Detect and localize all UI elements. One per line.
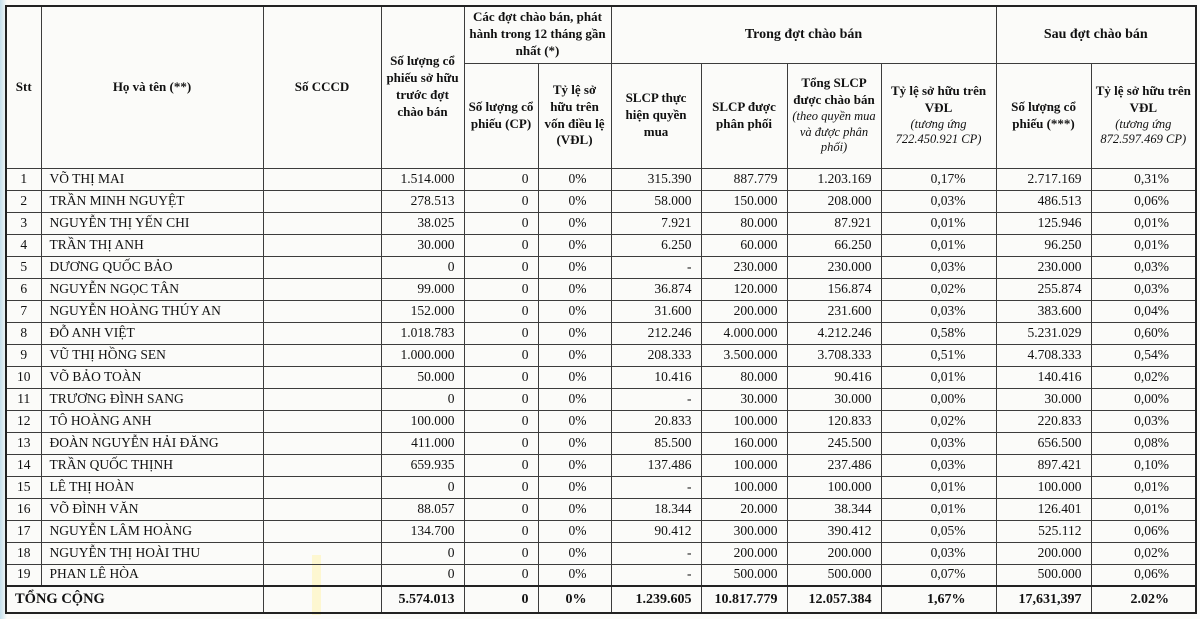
cell-shares-before: 1.000.000	[381, 344, 464, 366]
total-slcp-offered: 12.057.384	[787, 586, 881, 613]
header-group-after-offering: Sau đợt chào bán	[996, 6, 1196, 63]
cell-cccd	[263, 564, 381, 586]
cell-name: TRƯƠNG ĐÌNH SANG	[41, 388, 263, 410]
cell-recent-shares: 0	[464, 256, 538, 278]
cell-recent-ratio: 0%	[538, 388, 611, 410]
cell-name: ĐOÀN NGUYỄN HẢI ĐĂNG	[41, 432, 263, 454]
cell-recent-ratio: 0%	[538, 190, 611, 212]
header-slcp-rights: SLCP thực hiện quyền mua	[611, 63, 701, 168]
cell-after-ratio: 0,54%	[1091, 344, 1196, 366]
cell-recent-ratio: 0%	[538, 344, 611, 366]
cell-cccd	[263, 234, 381, 256]
cell-shares-before: 411.000	[381, 432, 464, 454]
table-row	[6, 190, 1196, 212]
cell-cccd	[263, 344, 381, 366]
table-row	[6, 278, 1196, 300]
cell-after-shares: 30.000	[996, 388, 1091, 410]
cell-recent-ratio: 0%	[538, 542, 611, 564]
cell-name: PHAN LÊ HÒA	[41, 564, 263, 586]
cell-recent-shares: 0	[464, 278, 538, 300]
cell-name: LÊ THỊ HOÀN	[41, 476, 263, 498]
cell-name: NGUYỄN NGỌC TÂN	[41, 278, 263, 300]
cell-cccd	[263, 212, 381, 234]
table-row	[6, 322, 1196, 344]
cell-total-slcp: 200.000	[787, 542, 881, 564]
table-row	[6, 454, 1196, 476]
cell-slcp-distributed: 500.000	[701, 564, 787, 586]
header-shares-before: Số lượng cổ phiếu sở hữu trước đợt chào bán	[381, 6, 464, 168]
cell-slcp-distributed: 200.000	[701, 542, 787, 564]
cell-stt: 12	[6, 410, 41, 432]
cell-slcp-rights: 10.416	[611, 366, 701, 388]
header-after-shares: Số lượng cổ phiếu (***)	[996, 63, 1091, 168]
cell-shares-before: 0	[381, 256, 464, 278]
cell-recent-ratio: 0%	[538, 234, 611, 256]
cell-total-slcp: 1.203.169	[787, 168, 881, 190]
cell-during-ratio: 0,07%	[881, 564, 996, 586]
cell-slcp-rights: 137.486	[611, 454, 701, 476]
cell-shares-before: 50.000	[381, 366, 464, 388]
cell-after-shares: 230.000	[996, 256, 1091, 278]
table-row	[6, 498, 1196, 520]
cell-recent-ratio: 0%	[538, 564, 611, 586]
total-slcp-rights: 1.239.605	[611, 586, 701, 613]
header-after-ratio-note: (tương ứng 872.597.469 CP)	[1100, 116, 1187, 147]
cell-cccd	[263, 498, 381, 520]
cell-total-slcp: 90.416	[787, 366, 881, 388]
cell-after-ratio: 0,10%	[1091, 454, 1196, 476]
cell-cccd	[263, 322, 381, 344]
cell-total-slcp: 120.833	[787, 410, 881, 432]
table-row	[6, 234, 1196, 256]
cell-recent-shares: 0	[464, 344, 538, 366]
table-row	[6, 256, 1196, 278]
cell-cccd	[263, 256, 381, 278]
cell-slcp-rights: -	[611, 542, 701, 564]
cell-name: VÕ BẢO TOÀN	[41, 366, 263, 388]
header-group-during-offering: Trong đợt chào bán	[611, 6, 996, 63]
cell-cccd	[263, 300, 381, 322]
header-stt: Stt	[6, 6, 41, 168]
cell-recent-shares: 0	[464, 498, 538, 520]
cell-shares-before: 0	[381, 564, 464, 586]
cell-total-slcp: 100.000	[787, 476, 881, 498]
cell-after-shares: 200.000	[996, 542, 1091, 564]
table-body	[6, 168, 1196, 586]
cell-stt: 18	[6, 542, 41, 564]
cell-recent-shares: 0	[464, 322, 538, 344]
cell-after-ratio: 0,60%	[1091, 322, 1196, 344]
cell-recent-shares: 0	[464, 476, 538, 498]
cell-after-shares: 140.416	[996, 366, 1091, 388]
total-label: TỔNG CỘNG	[6, 586, 263, 613]
cell-slcp-rights: 208.333	[611, 344, 701, 366]
cell-shares-before: 88.057	[381, 498, 464, 520]
cell-slcp-distributed: 230.000	[701, 256, 787, 278]
cell-after-shares: 2.717.169	[996, 168, 1091, 190]
cell-recent-shares: 0	[464, 366, 538, 388]
cell-name: NGUYỄN HOÀNG THÚY AN	[41, 300, 263, 322]
cell-recent-shares: 0	[464, 542, 538, 564]
total-during-ratio: 1,67%	[881, 586, 996, 613]
total-shares-before: 5.574.013	[381, 586, 464, 613]
cell-cccd	[263, 476, 381, 498]
cell-cccd	[263, 410, 381, 432]
cell-during-ratio: 0,03%	[881, 432, 996, 454]
cell-total-slcp: 500.000	[787, 564, 881, 586]
cell-slcp-rights: 6.250	[611, 234, 701, 256]
cell-during-ratio: 0,02%	[881, 410, 996, 432]
cell-shares-before: 134.700	[381, 520, 464, 542]
total-row	[6, 586, 1196, 613]
cell-after-ratio: 0,00%	[1091, 388, 1196, 410]
cell-stt: 9	[6, 344, 41, 366]
cell-during-ratio: 0,03%	[881, 256, 996, 278]
cell-shares-before: 0	[381, 476, 464, 498]
cell-total-slcp: 230.000	[787, 256, 881, 278]
cell-total-slcp: 156.874	[787, 278, 881, 300]
header-recent-ratio: Tỷ lệ sở hữu trên vốn điều lệ (VĐL)	[538, 63, 611, 168]
cell-shares-before: 1.514.000	[381, 168, 464, 190]
cell-total-slcp: 3.708.333	[787, 344, 881, 366]
cell-after-ratio: 0,06%	[1091, 564, 1196, 586]
cell-total-slcp: 245.500	[787, 432, 881, 454]
cell-after-ratio: 0,31%	[1091, 168, 1196, 190]
cell-cccd	[263, 278, 381, 300]
cell-cccd	[263, 454, 381, 476]
cell-total-slcp: 237.486	[787, 454, 881, 476]
total-slcp-distributed: 10.817.779	[701, 586, 787, 613]
table-row	[6, 432, 1196, 454]
header-total-slcp	[787, 63, 881, 168]
cell-during-ratio: 0,00%	[881, 388, 996, 410]
cell-slcp-rights: -	[611, 564, 701, 586]
cell-after-ratio: 0,01%	[1091, 498, 1196, 520]
cell-recent-ratio: 0%	[538, 476, 611, 498]
cell-stt: 14	[6, 454, 41, 476]
cell-stt: 16	[6, 498, 41, 520]
cell-cccd	[263, 168, 381, 190]
cell-recent-ratio: 0%	[538, 256, 611, 278]
cell-total-slcp: 87.921	[787, 212, 881, 234]
cell-slcp-rights: 20.833	[611, 410, 701, 432]
cell-recent-ratio: 0%	[538, 520, 611, 542]
share-offering-table	[5, 5, 1197, 614]
cell-total-slcp: 208.000	[787, 190, 881, 212]
cell-after-ratio: 0,03%	[1091, 256, 1196, 278]
cell-slcp-rights: -	[611, 256, 701, 278]
cell-during-ratio: 0,05%	[881, 520, 996, 542]
cell-during-ratio: 0,01%	[881, 476, 996, 498]
cell-slcp-rights: 90.412	[611, 520, 701, 542]
cell-recent-shares: 0	[464, 432, 538, 454]
cell-name: VŨ THỊ HỒNG SEN	[41, 344, 263, 366]
cell-slcp-rights: -	[611, 388, 701, 410]
cell-recent-ratio: 0%	[538, 278, 611, 300]
cell-slcp-rights: 212.246	[611, 322, 701, 344]
cell-stt: 17	[6, 520, 41, 542]
cell-name: TRẦN QUỐC THỊNH	[41, 454, 263, 476]
cell-recent-shares: 0	[464, 388, 538, 410]
cell-slcp-rights: 31.600	[611, 300, 701, 322]
cell-stt: 1	[6, 168, 41, 190]
cell-during-ratio: 0,01%	[881, 498, 996, 520]
cell-after-ratio: 0,01%	[1091, 476, 1196, 498]
cell-stt: 4	[6, 234, 41, 256]
cell-name: TRẦN MINH NGUYỆT	[41, 190, 263, 212]
cell-after-shares: 383.600	[996, 300, 1091, 322]
cell-slcp-distributed: 20.000	[701, 498, 787, 520]
cell-cccd	[263, 388, 381, 410]
header-total-slcp-title: Tổng SLCP được chào bán	[793, 75, 875, 108]
cell-recent-ratio: 0%	[538, 366, 611, 388]
cell-slcp-rights: 315.390	[611, 168, 701, 190]
cell-name: NGUYỄN THỊ HOÀI THU	[41, 542, 263, 564]
cell-name: TRẦN THỊ ANH	[41, 234, 263, 256]
cell-after-ratio: 0,03%	[1091, 278, 1196, 300]
cell-recent-ratio: 0%	[538, 300, 611, 322]
cell-name: NGUYỄN THỊ YẾN CHI	[41, 212, 263, 234]
cell-total-slcp: 38.344	[787, 498, 881, 520]
table-row	[6, 344, 1196, 366]
cell-after-shares: 4.708.333	[996, 344, 1091, 366]
cell-name: DƯƠNG QUỐC BẢO	[41, 256, 263, 278]
cell-slcp-distributed: 60.000	[701, 234, 787, 256]
cell-after-ratio: 0,02%	[1091, 542, 1196, 564]
cell-name: TÔ HOÀNG ANH	[41, 410, 263, 432]
cell-shares-before: 152.000	[381, 300, 464, 322]
cell-slcp-rights: -	[611, 476, 701, 498]
cell-total-slcp: 231.600	[787, 300, 881, 322]
cell-during-ratio: 0,51%	[881, 344, 996, 366]
cell-shares-before: 0	[381, 542, 464, 564]
cell-stt: 3	[6, 212, 41, 234]
cell-recent-shares: 0	[464, 454, 538, 476]
total-after-shares: 17,631,397	[996, 586, 1091, 613]
cell-after-ratio: 0,08%	[1091, 432, 1196, 454]
cell-stt: 11	[6, 388, 41, 410]
cell-slcp-rights: 85.500	[611, 432, 701, 454]
cell-stt: 7	[6, 300, 41, 322]
cell-stt: 10	[6, 366, 41, 388]
cell-during-ratio: 0,03%	[881, 454, 996, 476]
cell-during-ratio: 0,01%	[881, 366, 996, 388]
cell-cccd	[263, 366, 381, 388]
cell-after-shares: 96.250	[996, 234, 1091, 256]
cell-during-ratio: 0,03%	[881, 190, 996, 212]
table-row	[6, 300, 1196, 322]
cell-slcp-distributed: 120.000	[701, 278, 787, 300]
header-during-ratio-title: Tỷ lệ sở hữu trên VĐL	[890, 82, 987, 115]
cell-cccd	[263, 432, 381, 454]
cell-name: VÕ ĐÌNH VĂN	[41, 498, 263, 520]
total-recent-ratio: 0%	[538, 586, 611, 613]
cell-stt: 15	[6, 476, 41, 498]
cell-stt: 2	[6, 190, 41, 212]
header-cccd: Số CCCD	[263, 6, 381, 168]
cell-cccd	[263, 542, 381, 564]
cell-after-shares: 525.112	[996, 520, 1091, 542]
header-group-recent-offerings: Các đợt chào bán, phát hành trong 12 tháng gần nhất (*)	[464, 6, 611, 63]
cell-after-shares: 486.513	[996, 190, 1091, 212]
cell-after-ratio: 0,04%	[1091, 300, 1196, 322]
cell-after-shares: 255.874	[996, 278, 1091, 300]
cell-recent-ratio: 0%	[538, 322, 611, 344]
cell-stt: 8	[6, 322, 41, 344]
total-cccd	[263, 586, 381, 613]
cell-total-slcp: 30.000	[787, 388, 881, 410]
header-during-ratio-note: (tương ứng 722.450.921 CP)	[895, 116, 982, 147]
cell-after-shares: 100.000	[996, 476, 1091, 498]
cell-after-shares: 500.000	[996, 564, 1091, 586]
cell-shares-before: 1.018.783	[381, 322, 464, 344]
cell-slcp-rights: 18.344	[611, 498, 701, 520]
total-after-ratio: 2.02%	[1091, 586, 1196, 613]
cell-total-slcp: 390.412	[787, 520, 881, 542]
cell-shares-before: 278.513	[381, 190, 464, 212]
cell-during-ratio: 0,58%	[881, 322, 996, 344]
cell-recent-ratio: 0%	[538, 432, 611, 454]
cell-slcp-distributed: 100.000	[701, 410, 787, 432]
cell-slcp-distributed: 4.000.000	[701, 322, 787, 344]
cell-slcp-distributed: 300.000	[701, 520, 787, 542]
cell-during-ratio: 0,03%	[881, 300, 996, 322]
cell-shares-before: 659.935	[381, 454, 464, 476]
cell-after-shares: 125.946	[996, 212, 1091, 234]
header-slcp-distributed: SLCP được phân phối	[701, 63, 787, 168]
cell-shares-before: 99.000	[381, 278, 464, 300]
cell-recent-ratio: 0%	[538, 212, 611, 234]
cell-during-ratio: 0,02%	[881, 278, 996, 300]
cell-during-ratio: 0,01%	[881, 234, 996, 256]
total-recent-shares: 0	[464, 586, 538, 613]
cell-after-shares: 220.833	[996, 410, 1091, 432]
cell-slcp-distributed: 80.000	[701, 366, 787, 388]
header-total-slcp-note: (theo quyền mua và được phân phối)	[792, 108, 876, 155]
table-row	[6, 520, 1196, 542]
cell-after-shares: 126.401	[996, 498, 1091, 520]
header-after-ratio-title: Tỷ lệ sở hữu trên VĐL	[1095, 82, 1191, 115]
cell-slcp-distributed: 80.000	[701, 212, 787, 234]
cell-recent-ratio: 0%	[538, 454, 611, 476]
cell-name: VÕ THỊ MAI	[41, 168, 263, 190]
cell-total-slcp: 4.212.246	[787, 322, 881, 344]
cell-after-shares: 5.231.029	[996, 322, 1091, 344]
cell-slcp-distributed: 3.500.000	[701, 344, 787, 366]
header-name: Họ và tên (**)	[41, 6, 263, 168]
cell-slcp-distributed: 30.000	[701, 388, 787, 410]
cell-stt: 19	[6, 564, 41, 586]
cell-after-shares: 656.500	[996, 432, 1091, 454]
table-row	[6, 564, 1196, 586]
cell-slcp-rights: 36.874	[611, 278, 701, 300]
cell-after-ratio: 0,02%	[1091, 366, 1196, 388]
cell-shares-before: 0	[381, 388, 464, 410]
cell-recent-shares: 0	[464, 190, 538, 212]
table-row	[6, 366, 1196, 388]
cell-recent-shares: 0	[464, 410, 538, 432]
cell-recent-shares: 0	[464, 520, 538, 542]
cell-slcp-distributed: 160.000	[701, 432, 787, 454]
cell-slcp-distributed: 100.000	[701, 454, 787, 476]
cell-slcp-distributed: 100.000	[701, 476, 787, 498]
cell-recent-ratio: 0%	[538, 168, 611, 190]
cell-shares-before: 30.000	[381, 234, 464, 256]
cell-total-slcp: 66.250	[787, 234, 881, 256]
header-after-ratio	[1091, 63, 1196, 168]
cell-recent-shares: 0	[464, 300, 538, 322]
cell-cccd	[263, 520, 381, 542]
cell-after-ratio: 0,01%	[1091, 234, 1196, 256]
cell-shares-before: 38.025	[381, 212, 464, 234]
cell-slcp-rights: 58.000	[611, 190, 701, 212]
cell-during-ratio: 0,17%	[881, 168, 996, 190]
cell-slcp-rights: 7.921	[611, 212, 701, 234]
header-during-ratio	[881, 63, 996, 168]
cell-recent-ratio: 0%	[538, 498, 611, 520]
table-row	[6, 212, 1196, 234]
cell-after-ratio: 0,01%	[1091, 212, 1196, 234]
cell-after-ratio: 0,03%	[1091, 410, 1196, 432]
cell-recent-ratio: 0%	[538, 410, 611, 432]
cell-recent-shares: 0	[464, 212, 538, 234]
table-row	[6, 168, 1196, 190]
cell-shares-before: 100.000	[381, 410, 464, 432]
cell-during-ratio: 0,01%	[881, 212, 996, 234]
cell-after-ratio: 0,06%	[1091, 520, 1196, 542]
cell-slcp-distributed: 150.000	[701, 190, 787, 212]
table-row	[6, 542, 1196, 564]
cell-name: ĐỖ ANH VIỆT	[41, 322, 263, 344]
cell-stt: 5	[6, 256, 41, 278]
table-row	[6, 476, 1196, 498]
cell-cccd	[263, 190, 381, 212]
cell-slcp-distributed: 200.000	[701, 300, 787, 322]
cell-stt: 13	[6, 432, 41, 454]
cell-name: NGUYỄN LÂM HOÀNG	[41, 520, 263, 542]
cell-recent-shares: 0	[464, 234, 538, 256]
cell-recent-shares: 0	[464, 564, 538, 586]
cell-slcp-distributed: 887.779	[701, 168, 787, 190]
cell-after-shares: 897.421	[996, 454, 1091, 476]
cell-after-ratio: 0,06%	[1091, 190, 1196, 212]
header-recent-shares: Số lượng cổ phiếu (CP)	[464, 63, 538, 168]
cell-stt: 6	[6, 278, 41, 300]
cell-recent-shares: 0	[464, 168, 538, 190]
cell-during-ratio: 0,03%	[881, 542, 996, 564]
table-row	[6, 388, 1196, 410]
table-row	[6, 410, 1196, 432]
